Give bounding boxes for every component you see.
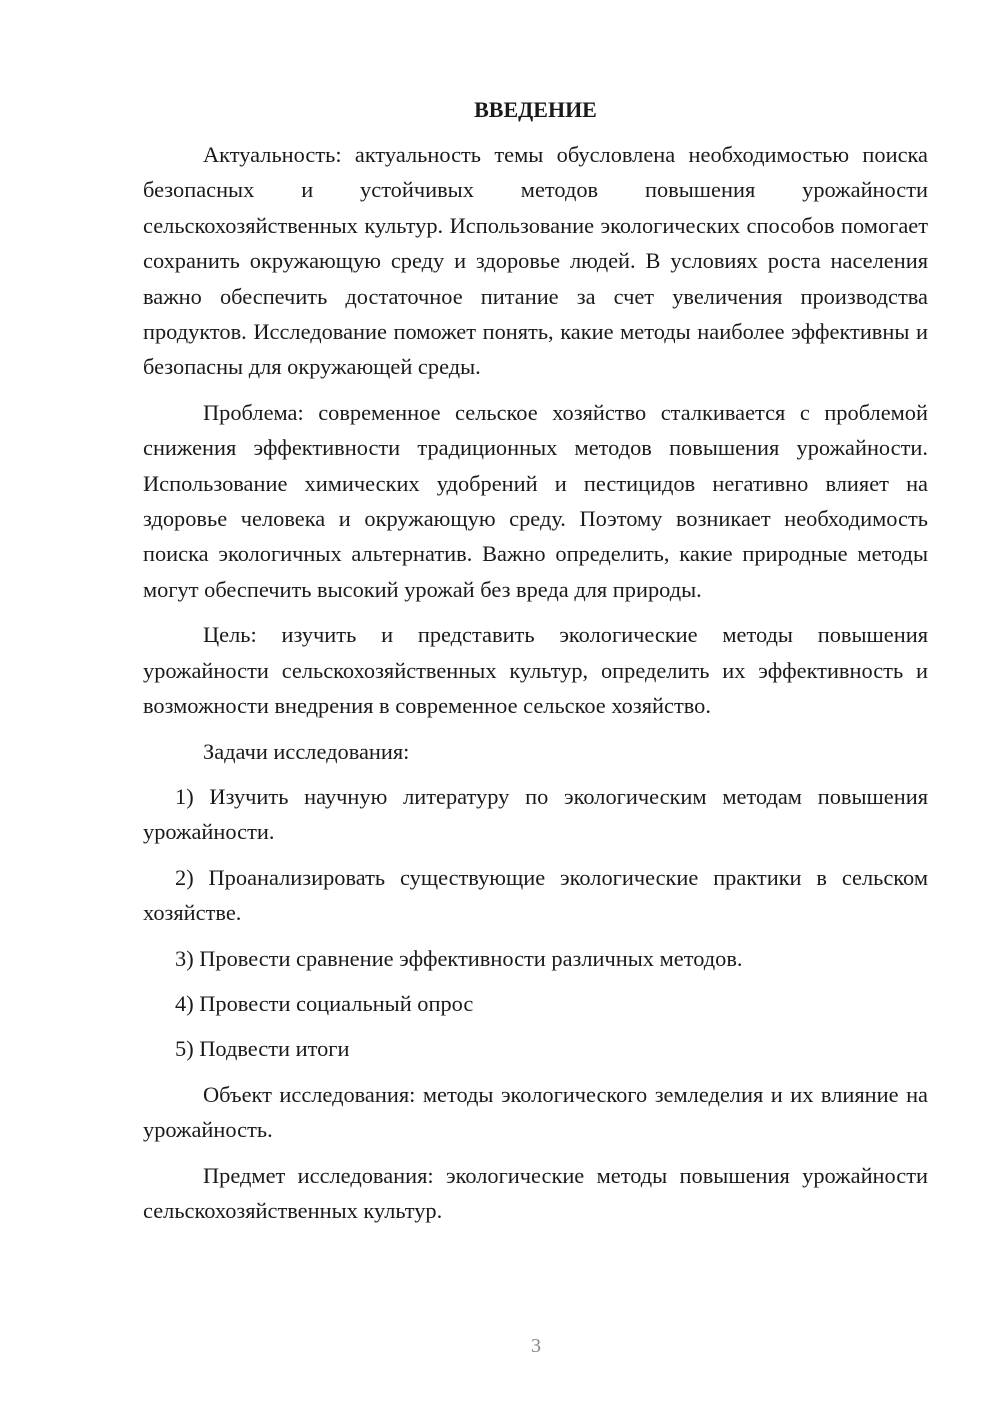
relevance-paragraph: Актуальность: актуальность темы обусловлена необходимостью поиска безопасных и устойчивых методов повышения урожайности сельскохозяйственных культур. Использование экологических способов помогает сохранить окружающую среду и здоровье людей. В условиях роста населения важно обеспечить достаточное питание за счет увеличения производства продуктов. Исследование поможет понять, какие методы наиболее эффективны и безопасны для окружающей среды. (143, 142, 928, 380)
problem-paragraph: Проблема: современное сельское хозяйство сталкивается с проблемой снижения эффективности традиционных методов повышения урожайности. Использование химических удобрений и пестицидов негативно влияет на здоровье человека и окружающую среду. Поэтому возникает необходимость поиска экологичных альтернатив. Важно определить, какие природные методы могут обеспечить высокий урожай без вреда для природы. (143, 399, 928, 602)
research-subject-paragraph: Предмет исследования: экологические методы повышения урожайности сельскохозяйственных культур. (143, 1162, 928, 1223)
page-number: 3 (531, 1335, 541, 1357)
tasks-heading: Задачи исследования: (203, 738, 410, 764)
task-item-4: 4) Провести социальный опрос (175, 990, 474, 1016)
research-object-paragraph: Объект исследования: методы экологического земледелия и их влияние на урожайность. (143, 1081, 928, 1143)
task-item-3: 3) Провести сравнение эффективности различных методов. (175, 945, 743, 971)
goal-paragraph: Цель: изучить и представить экологические методы повышения урожайности сельскохозяйственных культур, определить их эффективность и возможности внедрения в современное сельское хозяйство. (143, 622, 928, 719)
task-item-1: 1) Изучить научную литературу по экологическим методам повышения урожайности. (143, 783, 928, 845)
section-title: ВВЕДЕНИЕ (474, 97, 597, 122)
document-body (143, 92, 928, 1238)
task-item-5: 5) Подвести итоги (175, 1036, 350, 1062)
task-item-2: 2) Проанализировать существующие экологические практики в сельском хозяйстве. (143, 864, 928, 926)
